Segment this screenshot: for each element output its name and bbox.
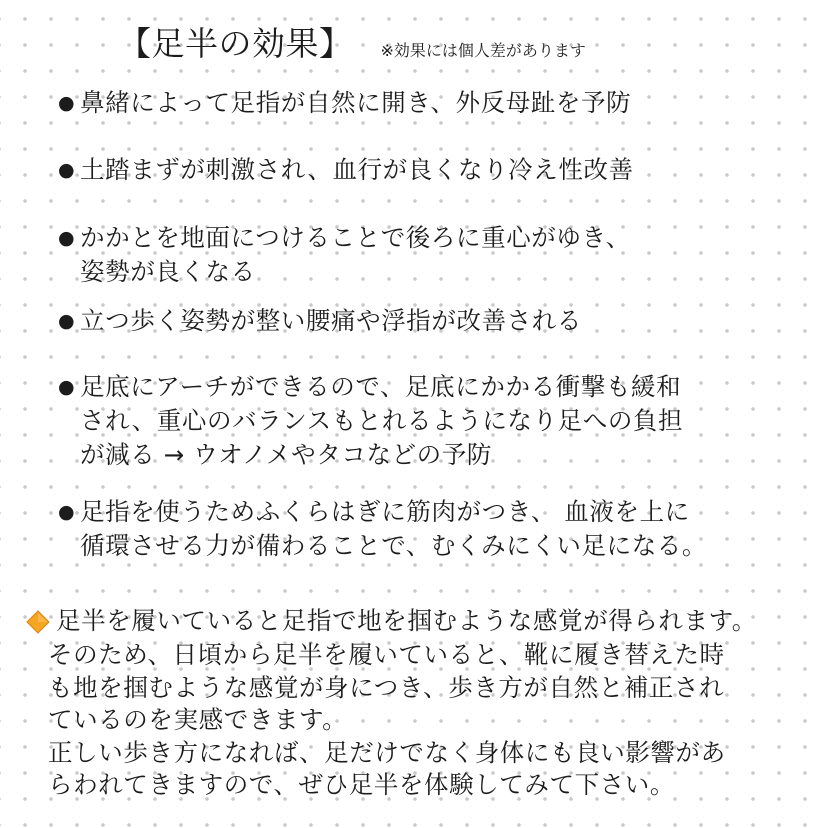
summary-text: ているのを実感できます。 [48, 705, 348, 734]
title-row [118, 20, 586, 68]
effect-text: 土踏まずが刺激され、血行が良くなり冷え性改善 [80, 155, 634, 184]
effect-item [58, 370, 683, 472]
bullet-icon: ● [58, 159, 75, 181]
effect-item [58, 221, 631, 289]
effect-item [58, 153, 634, 187]
summary-text: も地を掴むような感覚が身につき、歩き方が自然と補正され [48, 672, 725, 702]
effect-text: が減る → ウオノメやタコなどの予防 [80, 440, 492, 469]
page-title: 【足半の効果】 [118, 24, 353, 63]
effect-text: 鼻緒によって足指が自然に開き、外反母趾を予防 [80, 88, 632, 117]
bullet-icon: ● [58, 227, 75, 249]
summary-text: そのため、日頃から足半を履いていると、靴に履き替えた時 [48, 640, 725, 669]
summary-text: 足半を履いていると足指で地を掴むような感覚が得られます。 [56, 606, 757, 635]
effect-text: 立つ歩く姿勢が整い腰痛や浮指が改善される [80, 306, 582, 335]
effect-item [58, 86, 631, 120]
summary-text: 正しい歩き方になれば、足だけでなく身体にも良い影響があ [48, 737, 726, 767]
effect-text: 足底にアーチができるので、足底にかかる衝撃も緩和 [80, 372, 682, 401]
summary-block [26, 605, 826, 802]
disclaimer-note: ※効果には個人差があります [380, 41, 586, 60]
bullet-icon: ● [58, 376, 75, 398]
effect-text: 循環させる力が備わることで、むくみにくい足になる。 [80, 531, 708, 560]
summary-text: らわれてきますので、ぜひ足半を体験してみて下さい。 [48, 770, 676, 799]
effect-item [58, 304, 582, 338]
bullet-icon: ● [58, 501, 75, 523]
effect-text: 姿勢が良くなる [80, 257, 256, 286]
effect-text: かかとを地面につけることで後ろに重心がゆき、 [80, 223, 631, 252]
bullet-icon: ● [58, 92, 75, 114]
orange-diamond-icon [26, 605, 56, 639]
effect-text: され、重心のバランスもとれるようになり足への負担 [80, 406, 684, 435]
effect-item [58, 495, 707, 563]
effect-text: 足指を使うためふくらはぎに筋肉がつき、 血液を上に [80, 497, 690, 526]
bullet-icon: ● [58, 310, 75, 332]
